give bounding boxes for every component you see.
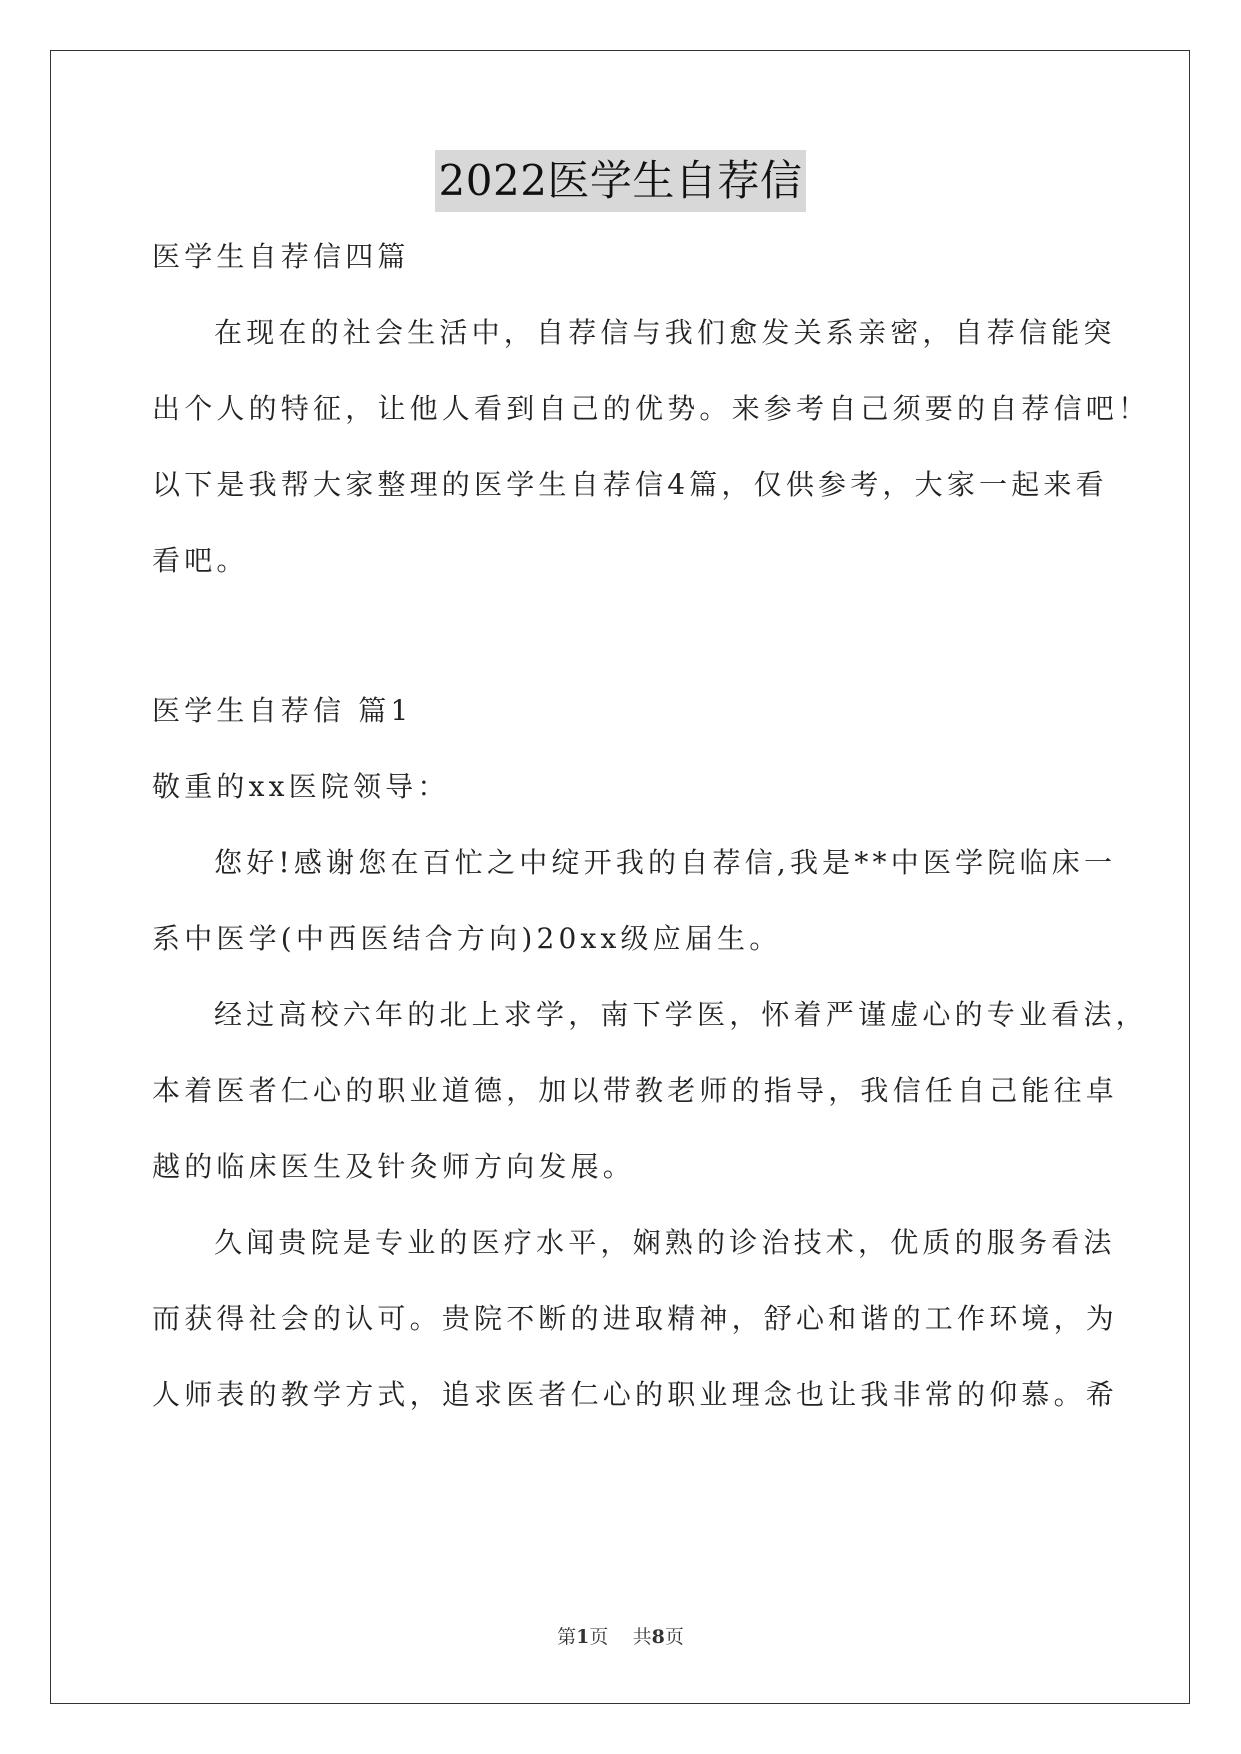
title-container [0,150,1241,212]
document-title: 2022医学生自荐信 [435,150,807,212]
paragraph-line: 越的临床医生及针灸师方向发展。 [152,1150,636,1183]
subtitle-line: 医学生自荐信四篇 [152,240,410,273]
paragraph-line: 您好!感谢您在百忙之中绽开我的自荐信,我是**中医学院临床一 [214,846,1117,879]
paragraph-line: 本着医者仁心的职业道德，加以带教老师的指导，我信任自己能往卓 [152,1074,1119,1107]
paragraph-line: 以下是我帮大家整理的医学生自荐信4篇，仅供参考，大家一起来看 [152,468,1108,501]
paragraph-line: 经过高校六年的北上求学，南下学医，怀着严谨虚心的专业看法， [214,998,1148,1031]
page-suffix: 页 [589,1626,609,1648]
paragraph-line: 出个人的特征，让他人看到自己的优势。来参考自己须要的自荐信吧！ [152,392,1151,425]
paragraph-line: 而获得社会的认可。贵院不断的进取精神，舒心和谐的工作环境，为 [152,1302,1119,1335]
page-prefix: 第 [557,1626,577,1648]
total-suffix: 页 [664,1626,684,1648]
page-footer [0,1623,1241,1651]
paragraph-line: 人师表的教学方式，追求医者仁心的职业理念也让我非常的仰慕。希 [152,1378,1119,1411]
current-page-number: 1 [576,1626,590,1648]
salutation-line: 敬重的xx医院领导： [152,770,450,803]
paragraph-line: 看吧。 [152,544,249,577]
total-prefix: 共 [632,1626,652,1648]
paragraph-line: 系中医学(中西医结合方向)20xx级应届生。 [152,922,782,955]
paragraph-line: 久闻贵院是专业的医疗水平，娴熟的诊治技术，优质的服务看法 [214,1226,1116,1259]
paragraph-line: 在现在的社会生活中，自荐信与我们愈发关系亲密，自荐信能突 [214,316,1116,349]
section-heading: 医学生自荐信 篇1 [152,694,413,727]
total-page-number: 8 [651,1626,665,1648]
